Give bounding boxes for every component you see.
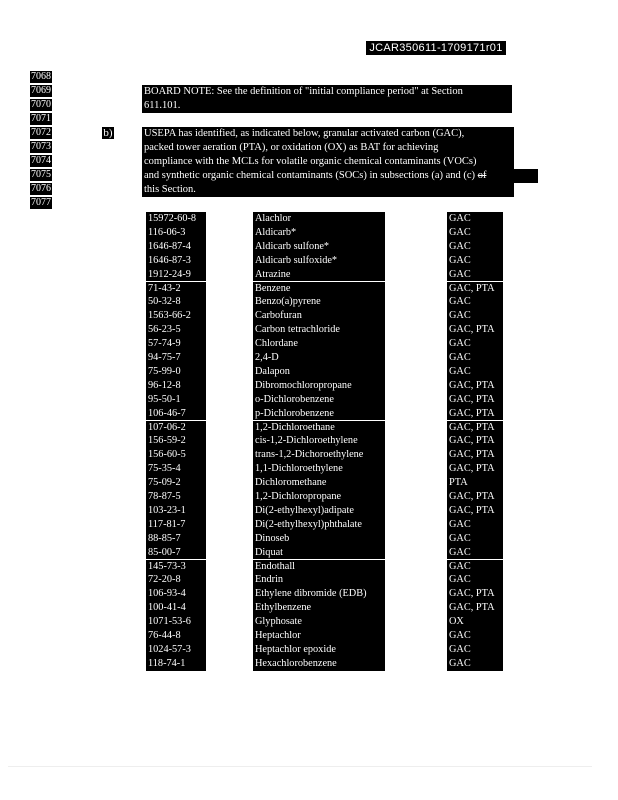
table-row <box>0 560 618 574</box>
cas-number: 103-23-1 <box>146 504 206 518</box>
bat-method: GAC <box>447 532 503 546</box>
contaminant-name: cis-1,2-Dichloroethylene <box>253 434 385 448</box>
table-row <box>0 546 618 560</box>
contaminant-name: Ethylene dibromide (EDB) <box>253 587 385 601</box>
table-row <box>0 337 618 351</box>
table-row <box>0 657 618 671</box>
table-row <box>0 365 618 379</box>
bat-method: GAC <box>447 643 503 657</box>
line-number: 7074 <box>31 155 51 166</box>
contaminant-name: Di(2-ethylhexyl)adipate <box>253 504 385 518</box>
table-row <box>0 615 618 629</box>
cas-number: 75-99-0 <box>146 365 206 379</box>
bat-method: OX <box>447 615 503 629</box>
cas-number: 100-41-4 <box>146 601 206 615</box>
cas-number: 50-32-8 <box>146 295 206 309</box>
contaminant-name: Aldicarb sulfone* <box>253 240 385 254</box>
line-number: 7073 <box>31 141 51 152</box>
line-number: 7068 <box>31 71 51 82</box>
contaminant-name: Benzo(a)pyrene <box>253 295 385 309</box>
bat-method: GAC <box>447 212 503 226</box>
contaminant-name: Di(2-ethylhexyl)phthalate <box>253 518 385 532</box>
contaminant-name: Dalapon <box>253 365 385 379</box>
cas-number: 94-75-7 <box>146 351 206 365</box>
cas-number: 15972-60-8 <box>146 212 206 226</box>
line-number: 7071 <box>31 113 51 124</box>
cas-number: 106-93-4 <box>146 587 206 601</box>
bat-method: GAC <box>447 365 503 379</box>
table-row <box>0 379 618 393</box>
table-row <box>0 434 618 448</box>
cas-number: 57-74-9 <box>146 337 206 351</box>
cas-number: 75-35-4 <box>146 462 206 476</box>
table-row <box>0 268 618 282</box>
cas-number: 72-20-8 <box>146 573 206 587</box>
line-number: 7076 <box>31 183 51 194</box>
bat-method: GAC <box>447 573 503 587</box>
line-number: 7070 <box>31 99 51 110</box>
contaminant-name: Ethylbenzene <box>253 601 385 615</box>
cas-number: 96-12-8 <box>146 379 206 393</box>
table-row <box>0 282 618 296</box>
table-row <box>0 254 618 268</box>
cas-number: 1071-53-6 <box>146 615 206 629</box>
cas-number: 1563-66-2 <box>146 309 206 323</box>
page-bottom-rule <box>8 766 592 767</box>
contaminant-name: Heptachlor <box>253 629 385 643</box>
table-row <box>0 532 618 546</box>
table-row <box>0 518 618 532</box>
table-row <box>0 462 618 476</box>
bat-method: GAC <box>447 309 503 323</box>
subsection-b-line: this Section. <box>142 183 514 197</box>
bat-method: GAC, PTA <box>447 421 503 435</box>
table-row <box>0 323 618 337</box>
contaminant-name: 1,2-Dichloropropane <box>253 490 385 504</box>
cas-number: 78-87-5 <box>146 490 206 504</box>
table-row <box>0 351 618 365</box>
table-row <box>0 226 618 240</box>
contaminant-name: Benzene <box>253 282 385 296</box>
contaminant-name: 2,4-D <box>253 351 385 365</box>
bat-method: GAC, PTA <box>447 393 503 407</box>
subsection-marker: b) <box>103 127 113 139</box>
table-row <box>0 629 618 643</box>
bat-method: GAC <box>447 518 503 532</box>
board-note-line: BOARD NOTE: See the definition of "initial compliance period" at Section <box>142 85 512 99</box>
contaminant-name: Dinoseb <box>253 532 385 546</box>
table-row <box>0 587 618 601</box>
cas-number: 116-06-3 <box>146 226 206 240</box>
line-number: 7075 <box>31 169 51 180</box>
subsection-b-line-text: and synthetic organic chemical contaminants (SOCs) in subsections (a) and (c) <box>144 170 476 181</box>
contaminant-name: Dibromochloropropane <box>253 379 385 393</box>
contaminant-name: trans-1,2-Dichoroethylene <box>253 448 385 462</box>
bat-method: GAC <box>447 351 503 365</box>
bat-method: PTA <box>447 476 503 490</box>
table-row <box>0 490 618 504</box>
cas-number: 145-73-3 <box>146 560 206 574</box>
cas-number: 56-23-5 <box>146 323 206 337</box>
table-row <box>0 240 618 254</box>
contaminant-name: Heptachlor epoxide <box>253 643 385 657</box>
contaminant-name: Dichloromethane <box>253 476 385 490</box>
struck-word: of <box>477 170 487 181</box>
contaminant-name: o-Dichlorobenzene <box>253 393 385 407</box>
contaminant-name: Aldicarb* <box>253 226 385 240</box>
bat-method: GAC, PTA <box>447 282 503 296</box>
cas-number: 117-81-7 <box>146 518 206 532</box>
table-row <box>0 448 618 462</box>
cas-number: 75-09-2 <box>146 476 206 490</box>
cas-number: 156-60-5 <box>146 448 206 462</box>
contaminant-name: p-Dichlorobenzene <box>253 407 385 421</box>
bat-method: GAC <box>447 226 503 240</box>
subsection-b-line: USEPA has identified, as indicated below, granular activated carbon (GAC), <box>142 127 514 141</box>
line-number: 7077 <box>31 197 51 208</box>
table-row <box>0 295 618 309</box>
table-row <box>0 601 618 615</box>
contaminant-name: 1,1-Dichloroethylene <box>253 462 385 476</box>
cas-number: 1646-87-3 <box>146 254 206 268</box>
table-row <box>0 212 618 226</box>
bat-method: GAC, PTA <box>447 379 503 393</box>
table-row <box>0 393 618 407</box>
bat-method: GAC, PTA <box>447 490 503 504</box>
contaminant-name: Chlordane <box>253 337 385 351</box>
bat-method: GAC, PTA <box>447 434 503 448</box>
bat-method: GAC <box>447 657 503 671</box>
contaminant-name: Hexachlorobenzene <box>253 657 385 671</box>
bat-method: GAC <box>447 240 503 254</box>
cas-number: 1912-24-9 <box>146 268 206 282</box>
contaminant-name: Endothall <box>253 560 385 574</box>
bat-method: GAC, PTA <box>447 504 503 518</box>
subsection-b-line: compliance with the MCLs for volatile organic chemical contaminants (VOCs) <box>142 155 514 169</box>
line-number: 7069 <box>31 85 51 96</box>
cas-number: 95-50-1 <box>146 393 206 407</box>
contaminant-name: Glyphosate <box>253 615 385 629</box>
cas-number: 71-43-2 <box>146 282 206 296</box>
contaminant-bat-table <box>0 212 618 668</box>
cas-number: 88-85-7 <box>146 532 206 546</box>
cas-number: 1024-57-3 <box>146 643 206 657</box>
contaminant-name: Diquat <box>253 546 385 560</box>
bat-method: GAC <box>447 546 503 560</box>
subsection-b-line <box>142 169 538 183</box>
bat-method: GAC <box>447 560 503 574</box>
bat-method: GAC <box>447 268 503 282</box>
table-row <box>0 407 618 421</box>
table-row <box>0 309 618 323</box>
revision-code: JCAR350611-1709171r01 <box>366 41 506 55</box>
table-row <box>0 421 618 435</box>
cas-number: 107-06-2 <box>146 421 206 435</box>
contaminant-name: Aldicarb sulfoxide* <box>253 254 385 268</box>
contaminant-name: Endrin <box>253 573 385 587</box>
line-number: 7072 <box>31 127 51 138</box>
bat-method: GAC, PTA <box>447 462 503 476</box>
contaminant-name: Atrazine <box>253 268 385 282</box>
bat-method: GAC <box>447 295 503 309</box>
contaminant-name: Carbon tetrachloride <box>253 323 385 337</box>
board-note-line: 611.101. <box>142 99 512 113</box>
table-row <box>0 643 618 657</box>
contaminant-name: Alachlor <box>253 212 385 226</box>
subsection-b-line: packed tower aeration (PTA), or oxidation (OX) as BAT for achieving <box>142 141 514 155</box>
bat-method: GAC <box>447 337 503 351</box>
bat-method: GAC, PTA <box>447 587 503 601</box>
table-row <box>0 476 618 490</box>
cas-number: 76-44-8 <box>146 629 206 643</box>
cas-number: 1646-87-4 <box>146 240 206 254</box>
bat-method: GAC, PTA <box>447 601 503 615</box>
bat-method: GAC <box>447 254 503 268</box>
table-row <box>0 573 618 587</box>
bat-method: GAC, PTA <box>447 323 503 337</box>
table-row <box>0 504 618 518</box>
contaminant-name: Carbofuran <box>253 309 385 323</box>
contaminant-name: 1,2-Dichloroethane <box>253 421 385 435</box>
cas-number: 106-46-7 <box>146 407 206 421</box>
cas-number: 156-59-2 <box>146 434 206 448</box>
bat-method: GAC, PTA <box>447 448 503 462</box>
cas-number: 118-74-1 <box>146 657 206 671</box>
bat-method: GAC, PTA <box>447 407 503 421</box>
cas-number: 85-00-7 <box>146 546 206 560</box>
bat-method: GAC <box>447 629 503 643</box>
